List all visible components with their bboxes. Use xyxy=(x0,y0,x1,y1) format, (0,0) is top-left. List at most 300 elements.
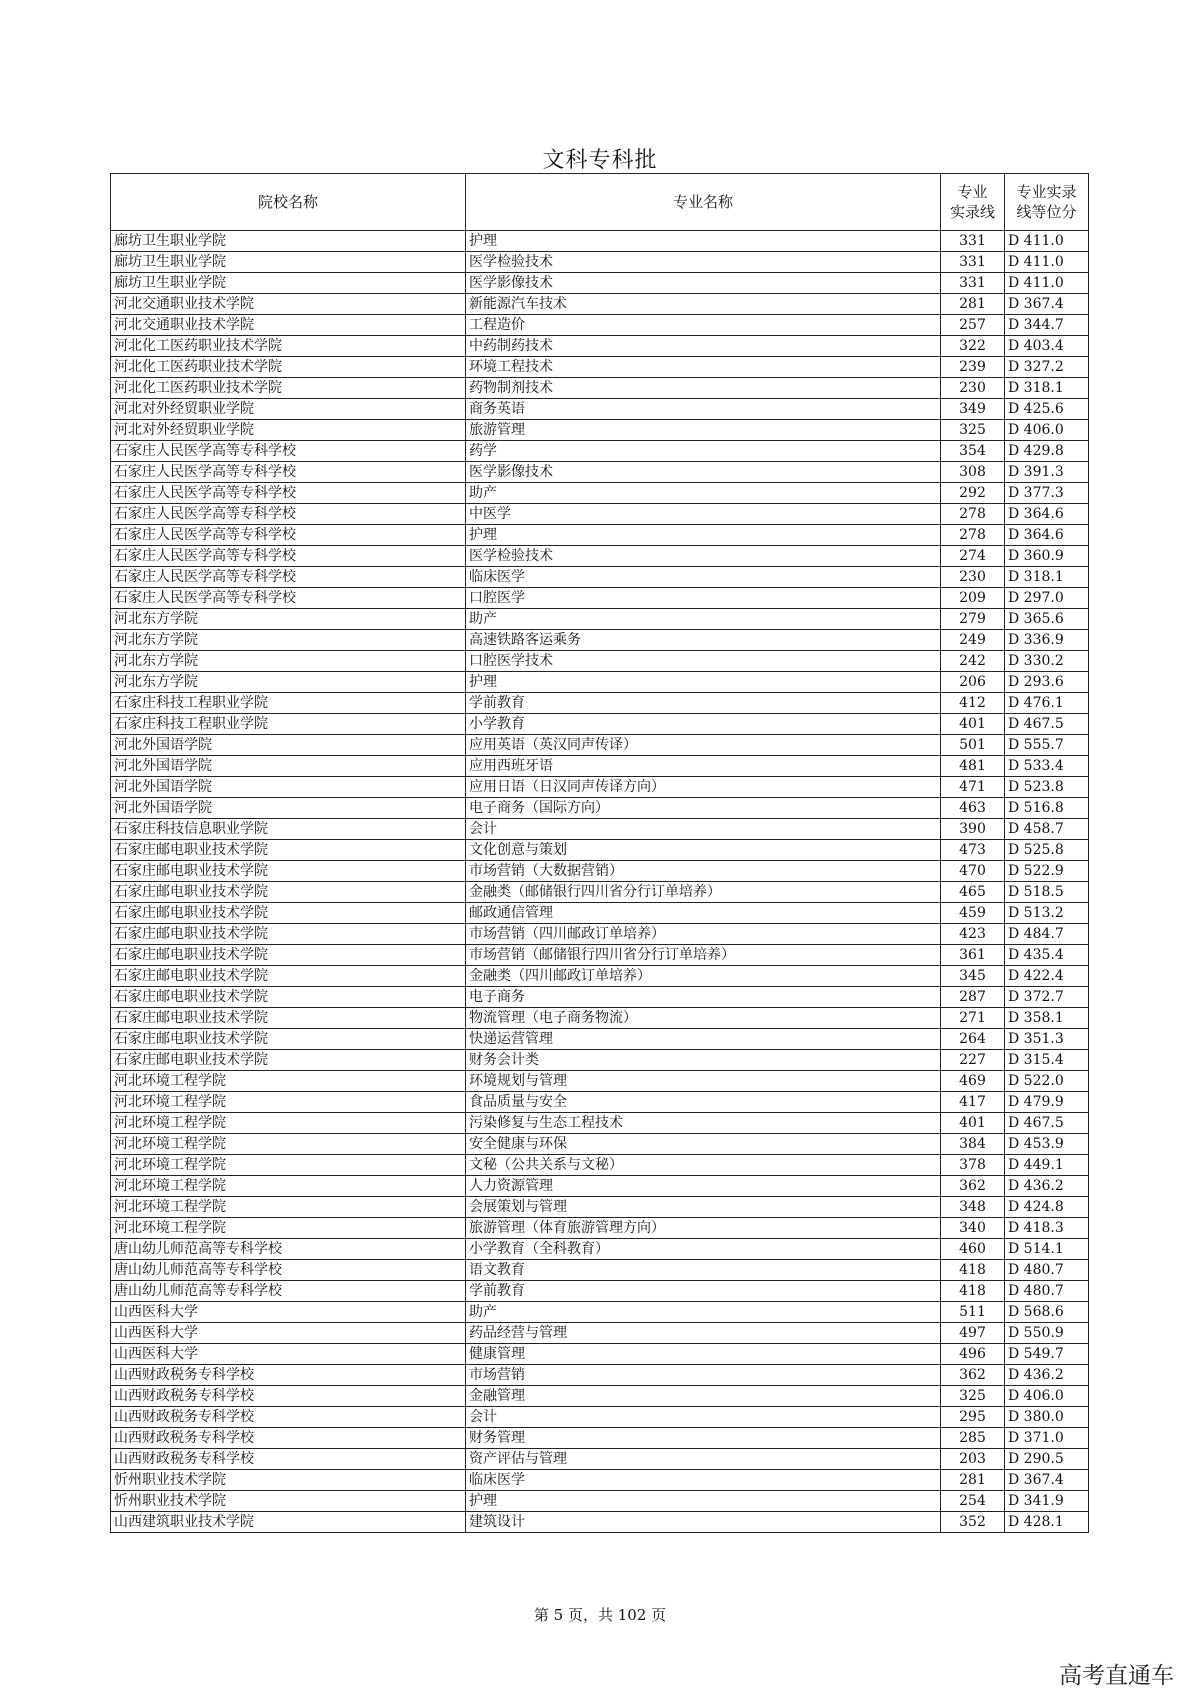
major-cell: 医学检验技术 xyxy=(466,546,941,567)
score-line-cell: 511 xyxy=(941,1302,1005,1323)
score-line-cell: 352 xyxy=(941,1512,1005,1533)
school-cell: 河北环境工程学院 xyxy=(111,1176,466,1197)
school-cell: 河北对外经贸职业学院 xyxy=(111,420,466,441)
score-line-cell: 384 xyxy=(941,1134,1005,1155)
score-line-cell: 242 xyxy=(941,651,1005,672)
rank-cell: D 525.8 xyxy=(1005,840,1089,861)
rank-cell: D 377.3 xyxy=(1005,483,1089,504)
major-cell: 物流管理（电子商务物流） xyxy=(466,1008,941,1029)
score-line-cell: 417 xyxy=(941,1092,1005,1113)
rank-cell: D 365.6 xyxy=(1005,609,1089,630)
score-line-cell: 281 xyxy=(941,294,1005,315)
rank-cell: D 480.7 xyxy=(1005,1260,1089,1281)
rank-cell: D 555.7 xyxy=(1005,735,1089,756)
table-row xyxy=(111,1197,1089,1218)
rank-cell: D 479.9 xyxy=(1005,1092,1089,1113)
table-row xyxy=(111,567,1089,588)
table-row xyxy=(111,735,1089,756)
major-cell: 应用西班牙语 xyxy=(466,756,941,777)
score-line-cell: 264 xyxy=(941,1029,1005,1050)
school-cell: 河北东方学院 xyxy=(111,651,466,672)
major-cell: 临床医学 xyxy=(466,567,941,588)
score-line-cell: 465 xyxy=(941,882,1005,903)
school-cell: 山西财政税务专科学校 xyxy=(111,1407,466,1428)
score-line-cell: 459 xyxy=(941,903,1005,924)
page-number: 第 5 页，共 102 页 xyxy=(533,1606,667,1624)
school-cell: 石家庄邮电职业技术学院 xyxy=(111,1008,466,1029)
table-row xyxy=(111,1029,1089,1050)
school-cell: 山西财政税务专科学校 xyxy=(111,1428,466,1449)
major-cell: 建筑设计 xyxy=(466,1512,941,1533)
table-row xyxy=(111,399,1089,420)
score-line-cell: 362 xyxy=(941,1176,1005,1197)
major-cell: 市场营销（大数据营销） xyxy=(466,861,941,882)
major-cell: 旅游管理（体育旅游管理方向） xyxy=(466,1218,941,1239)
school-cell: 河北化工医药职业技术学院 xyxy=(111,357,466,378)
score-line-cell: 249 xyxy=(941,630,1005,651)
table-row xyxy=(111,252,1089,273)
score-line-cell: 209 xyxy=(941,588,1005,609)
score-line-cell: 279 xyxy=(941,609,1005,630)
score-line-cell: 401 xyxy=(941,1113,1005,1134)
score-line-cell: 292 xyxy=(941,483,1005,504)
rank-cell: D 411.0 xyxy=(1005,231,1089,252)
rank-cell: D 372.7 xyxy=(1005,987,1089,1008)
table-row xyxy=(111,378,1089,399)
major-cell: 环境工程技术 xyxy=(466,357,941,378)
table-row xyxy=(111,315,1089,336)
rank-cell: D 550.9 xyxy=(1005,1323,1089,1344)
school-cell: 石家庄人民医学高等专科学校 xyxy=(111,588,466,609)
school-cell: 忻州职业技术学院 xyxy=(111,1491,466,1512)
rank-cell: D 371.0 xyxy=(1005,1428,1089,1449)
table-row xyxy=(111,1008,1089,1029)
rank-cell: D 476.1 xyxy=(1005,693,1089,714)
table-row xyxy=(111,1365,1089,1386)
major-cell: 助产 xyxy=(466,1302,941,1323)
score-line-cell: 361 xyxy=(941,945,1005,966)
table-row xyxy=(111,1071,1089,1092)
school-cell: 河北外国语学院 xyxy=(111,735,466,756)
score-line-cell: 460 xyxy=(941,1239,1005,1260)
table-row xyxy=(111,525,1089,546)
major-cell: 护理 xyxy=(466,525,941,546)
school-cell: 石家庄人民医学高等专科学校 xyxy=(111,441,466,462)
major-cell: 会计 xyxy=(466,819,941,840)
school-cell: 唐山幼儿师范高等专科学校 xyxy=(111,1260,466,1281)
rank-cell: D 358.1 xyxy=(1005,1008,1089,1029)
major-cell: 财务管理 xyxy=(466,1428,941,1449)
major-cell: 人力资源管理 xyxy=(466,1176,941,1197)
major-cell: 高速铁路客运乘务 xyxy=(466,630,941,651)
table-row xyxy=(111,1512,1089,1533)
school-cell: 河北外国语学院 xyxy=(111,756,466,777)
score-line-cell: 325 xyxy=(941,420,1005,441)
table-row xyxy=(111,1323,1089,1344)
rank-cell: D 518.5 xyxy=(1005,882,1089,903)
school-cell: 石家庄人民医学高等专科学校 xyxy=(111,462,466,483)
table-row xyxy=(111,693,1089,714)
major-cell: 口腔医学技术 xyxy=(466,651,941,672)
score-line-cell: 418 xyxy=(941,1281,1005,1302)
table-row xyxy=(111,756,1089,777)
score-line-cell: 206 xyxy=(941,672,1005,693)
score-line-cell: 423 xyxy=(941,924,1005,945)
major-cell: 语文教育 xyxy=(466,1260,941,1281)
major-cell: 护理 xyxy=(466,231,941,252)
major-cell: 商务英语 xyxy=(466,399,941,420)
rank-cell: D 411.0 xyxy=(1005,252,1089,273)
rank-cell: D 568.6 xyxy=(1005,1302,1089,1323)
table-row xyxy=(111,1113,1089,1134)
rank-cell: D 391.3 xyxy=(1005,462,1089,483)
major-cell: 健康管理 xyxy=(466,1344,941,1365)
major-cell: 小学教育 xyxy=(466,714,941,735)
school-cell: 石家庄邮电职业技术学院 xyxy=(111,840,466,861)
table-row xyxy=(111,630,1089,651)
major-cell: 食品质量与安全 xyxy=(466,1092,941,1113)
major-cell: 医学影像技术 xyxy=(466,273,941,294)
rank-cell: D 436.2 xyxy=(1005,1365,1089,1386)
table-row xyxy=(111,1092,1089,1113)
brand-watermark: 高考直通车 xyxy=(1059,1663,1174,1689)
table-row xyxy=(111,609,1089,630)
rank-cell: D 318.1 xyxy=(1005,378,1089,399)
school-cell: 石家庄邮电职业技术学院 xyxy=(111,861,466,882)
header-rank: 专业实录 线等位分 xyxy=(1005,174,1089,231)
table-row xyxy=(111,1218,1089,1239)
school-cell: 山西医科大学 xyxy=(111,1344,466,1365)
header-score-line: 专业 实录线 xyxy=(941,174,1005,231)
rank-cell: D 418.3 xyxy=(1005,1218,1089,1239)
major-cell: 快递运营管理 xyxy=(466,1029,941,1050)
table-row xyxy=(111,966,1089,987)
major-cell: 财务会计类 xyxy=(466,1050,941,1071)
table-row xyxy=(111,1155,1089,1176)
score-line-cell: 227 xyxy=(941,1050,1005,1071)
rank-cell: D 336.9 xyxy=(1005,630,1089,651)
rank-cell: D 406.0 xyxy=(1005,1386,1089,1407)
school-cell: 河北环境工程学院 xyxy=(111,1092,466,1113)
school-cell: 石家庄邮电职业技术学院 xyxy=(111,882,466,903)
score-line-cell: 271 xyxy=(941,1008,1005,1029)
school-cell: 石家庄邮电职业技术学院 xyxy=(111,945,466,966)
school-cell: 山西财政税务专科学校 xyxy=(111,1386,466,1407)
rank-cell: D 436.2 xyxy=(1005,1176,1089,1197)
school-cell: 石家庄人民医学高等专科学校 xyxy=(111,546,466,567)
rank-cell: D 424.8 xyxy=(1005,1197,1089,1218)
school-cell: 山西建筑职业技术学院 xyxy=(111,1512,466,1533)
score-line-cell: 239 xyxy=(941,357,1005,378)
table-row xyxy=(111,798,1089,819)
score-line-cell: 308 xyxy=(941,462,1005,483)
table-row xyxy=(111,819,1089,840)
school-cell: 石家庄科技工程职业学院 xyxy=(111,693,466,714)
school-cell: 河北东方学院 xyxy=(111,672,466,693)
score-line-cell: 401 xyxy=(941,714,1005,735)
table-row xyxy=(111,1281,1089,1302)
table-row xyxy=(111,1470,1089,1491)
major-cell: 医学检验技术 xyxy=(466,252,941,273)
table-row xyxy=(111,924,1089,945)
score-line-cell: 257 xyxy=(941,315,1005,336)
score-line-cell: 278 xyxy=(941,504,1005,525)
school-cell: 石家庄科技信息职业学院 xyxy=(111,819,466,840)
major-cell: 应用英语（英汉同声传译） xyxy=(466,735,941,756)
rank-cell: D 513.2 xyxy=(1005,903,1089,924)
school-cell: 河北东方学院 xyxy=(111,630,466,651)
score-line-cell: 331 xyxy=(941,252,1005,273)
major-cell: 会展策划与管理 xyxy=(466,1197,941,1218)
major-cell: 医学影像技术 xyxy=(466,462,941,483)
score-line-cell: 203 xyxy=(941,1449,1005,1470)
score-line-cell: 345 xyxy=(941,966,1005,987)
rank-cell: D 480.7 xyxy=(1005,1281,1089,1302)
school-cell: 唐山幼儿师范高等专科学校 xyxy=(111,1239,466,1260)
school-cell: 石家庄人民医学高等专科学校 xyxy=(111,504,466,525)
major-cell: 药品经营与管理 xyxy=(466,1323,941,1344)
school-cell: 忻州职业技术学院 xyxy=(111,1470,466,1491)
rank-cell: D 522.0 xyxy=(1005,1071,1089,1092)
school-cell: 河北环境工程学院 xyxy=(111,1218,466,1239)
rank-cell: D 318.1 xyxy=(1005,567,1089,588)
school-cell: 河北环境工程学院 xyxy=(111,1113,466,1134)
table-row xyxy=(111,840,1089,861)
table-row xyxy=(111,945,1089,966)
school-cell: 山西财政税务专科学校 xyxy=(111,1365,466,1386)
rank-cell: D 549.7 xyxy=(1005,1344,1089,1365)
score-line-cell: 274 xyxy=(941,546,1005,567)
major-cell: 药学 xyxy=(466,441,941,462)
rank-cell: D 367.4 xyxy=(1005,294,1089,315)
rank-cell: D 411.0 xyxy=(1005,273,1089,294)
table-header-row xyxy=(111,174,1089,231)
rank-cell: D 533.4 xyxy=(1005,756,1089,777)
score-line-cell: 295 xyxy=(941,1407,1005,1428)
school-cell: 唐山幼儿师范高等专科学校 xyxy=(111,1281,466,1302)
score-line-cell: 501 xyxy=(941,735,1005,756)
rank-cell: D 422.4 xyxy=(1005,966,1089,987)
major-cell: 助产 xyxy=(466,483,941,504)
score-line-cell: 418 xyxy=(941,1260,1005,1281)
score-line-cell: 348 xyxy=(941,1197,1005,1218)
table-row xyxy=(111,1449,1089,1470)
rank-cell: D 364.6 xyxy=(1005,504,1089,525)
table-row xyxy=(111,1134,1089,1155)
rank-cell: D 522.9 xyxy=(1005,861,1089,882)
table-row xyxy=(111,420,1089,441)
major-cell: 临床医学 xyxy=(466,1470,941,1491)
major-cell: 学前教育 xyxy=(466,1281,941,1302)
major-cell: 污染修复与生态工程技术 xyxy=(466,1113,941,1134)
school-cell: 石家庄人民医学高等专科学校 xyxy=(111,567,466,588)
table-row xyxy=(111,714,1089,735)
table-row xyxy=(111,903,1089,924)
score-line-cell: 471 xyxy=(941,777,1005,798)
rank-cell: D 360.9 xyxy=(1005,546,1089,567)
school-cell: 河北环境工程学院 xyxy=(111,1197,466,1218)
major-cell: 邮政通信管理 xyxy=(466,903,941,924)
score-line-cell: 354 xyxy=(941,441,1005,462)
table-row xyxy=(111,1260,1089,1281)
score-line-cell: 325 xyxy=(941,1386,1005,1407)
school-cell: 河北环境工程学院 xyxy=(111,1155,466,1176)
table-row xyxy=(111,987,1089,1008)
rank-cell: D 290.5 xyxy=(1005,1449,1089,1470)
table-row xyxy=(111,1176,1089,1197)
score-line-cell: 331 xyxy=(941,231,1005,252)
school-cell: 石家庄邮电职业技术学院 xyxy=(111,966,466,987)
major-cell: 会计 xyxy=(466,1407,941,1428)
major-cell: 应用日语（日汉同声传译方向） xyxy=(466,777,941,798)
rank-cell: D 428.1 xyxy=(1005,1512,1089,1533)
table-row xyxy=(111,231,1089,252)
table-row xyxy=(111,672,1089,693)
score-line-cell: 230 xyxy=(941,567,1005,588)
score-line-cell: 285 xyxy=(941,1428,1005,1449)
table-row xyxy=(111,861,1089,882)
table-row xyxy=(111,504,1089,525)
score-line-cell: 470 xyxy=(941,861,1005,882)
major-cell: 市场营销（四川邮政订单培养） xyxy=(466,924,941,945)
rank-cell: D 449.1 xyxy=(1005,1155,1089,1176)
school-cell: 石家庄人民医学高等专科学校 xyxy=(111,483,466,504)
major-cell: 学前教育 xyxy=(466,693,941,714)
school-cell: 河北外国语学院 xyxy=(111,798,466,819)
table-row xyxy=(111,1386,1089,1407)
major-cell: 文秘（公共关系与文秘） xyxy=(466,1155,941,1176)
score-line-cell: 287 xyxy=(941,987,1005,1008)
table-row xyxy=(111,294,1089,315)
table-row xyxy=(111,1050,1089,1071)
rank-cell: D 429.8 xyxy=(1005,441,1089,462)
rank-cell: D 403.4 xyxy=(1005,336,1089,357)
table-body xyxy=(111,231,1089,1533)
school-cell: 廊坊卫生职业学院 xyxy=(111,252,466,273)
school-cell: 山西医科大学 xyxy=(111,1302,466,1323)
major-cell: 护理 xyxy=(466,1491,941,1512)
table-row xyxy=(111,1239,1089,1260)
rank-cell: D 367.4 xyxy=(1005,1470,1089,1491)
rank-cell: D 364.6 xyxy=(1005,525,1089,546)
major-cell: 金融类（四川邮政订单培养） xyxy=(466,966,941,987)
major-cell: 药物制剂技术 xyxy=(466,378,941,399)
major-cell: 工程造价 xyxy=(466,315,941,336)
major-cell: 口腔医学 xyxy=(466,588,941,609)
school-cell: 河北化工医药职业技术学院 xyxy=(111,336,466,357)
score-line-cell: 497 xyxy=(941,1323,1005,1344)
school-cell: 河北环境工程学院 xyxy=(111,1071,466,1092)
major-cell: 电子商务（国际方向） xyxy=(466,798,941,819)
school-cell: 石家庄邮电职业技术学院 xyxy=(111,987,466,1008)
rank-cell: D 484.7 xyxy=(1005,924,1089,945)
score-line-cell: 473 xyxy=(941,840,1005,861)
school-cell: 山西财政税务专科学校 xyxy=(111,1449,466,1470)
major-cell: 电子商务 xyxy=(466,987,941,1008)
table-row xyxy=(111,357,1089,378)
major-cell: 金融类（邮储银行四川省分行订单培养） xyxy=(466,882,941,903)
major-cell: 中药制药技术 xyxy=(466,336,941,357)
table-row xyxy=(111,441,1089,462)
rank-cell: D 330.2 xyxy=(1005,651,1089,672)
score-line-cell: 331 xyxy=(941,273,1005,294)
major-cell: 资产评估与管理 xyxy=(466,1449,941,1470)
rank-cell: D 351.3 xyxy=(1005,1029,1089,1050)
rank-cell: D 514.1 xyxy=(1005,1239,1089,1260)
school-cell: 廊坊卫生职业学院 xyxy=(111,273,466,294)
rank-cell: D 467.5 xyxy=(1005,1113,1089,1134)
rank-cell: D 453.9 xyxy=(1005,1134,1089,1155)
score-line-cell: 254 xyxy=(941,1491,1005,1512)
school-cell: 石家庄邮电职业技术学院 xyxy=(111,903,466,924)
major-cell: 环境规划与管理 xyxy=(466,1071,941,1092)
rank-cell: D 344.7 xyxy=(1005,315,1089,336)
school-cell: 石家庄邮电职业技术学院 xyxy=(111,1050,466,1071)
major-cell: 旅游管理 xyxy=(466,420,941,441)
score-line-cell: 463 xyxy=(941,798,1005,819)
score-line-cell: 469 xyxy=(941,1071,1005,1092)
rank-cell: D 523.8 xyxy=(1005,777,1089,798)
rank-cell: D 458.7 xyxy=(1005,819,1089,840)
table-row xyxy=(111,273,1089,294)
school-cell: 河北东方学院 xyxy=(111,609,466,630)
score-line-cell: 230 xyxy=(941,378,1005,399)
school-cell: 廊坊卫生职业学院 xyxy=(111,231,466,252)
rank-cell: D 315.4 xyxy=(1005,1050,1089,1071)
table-row xyxy=(111,1407,1089,1428)
school-cell: 河北交通职业技术学院 xyxy=(111,315,466,336)
major-cell: 市场营销 xyxy=(466,1365,941,1386)
rank-cell: D 425.6 xyxy=(1005,399,1089,420)
school-cell: 山西医科大学 xyxy=(111,1323,466,1344)
score-line-cell: 390 xyxy=(941,819,1005,840)
table-row xyxy=(111,336,1089,357)
table-row xyxy=(111,588,1089,609)
major-cell: 文化创意与策划 xyxy=(466,840,941,861)
score-line-cell: 481 xyxy=(941,756,1005,777)
score-line-cell: 281 xyxy=(941,1470,1005,1491)
rank-cell: D 516.8 xyxy=(1005,798,1089,819)
score-line-cell: 412 xyxy=(941,693,1005,714)
score-line-cell: 362 xyxy=(941,1365,1005,1386)
rank-cell: D 380.0 xyxy=(1005,1407,1089,1428)
rank-cell: D 293.6 xyxy=(1005,672,1089,693)
major-cell: 中医学 xyxy=(466,504,941,525)
rank-cell: D 297.0 xyxy=(1005,588,1089,609)
major-cell: 护理 xyxy=(466,672,941,693)
school-cell: 石家庄科技工程职业学院 xyxy=(111,714,466,735)
header-school: 院校名称 xyxy=(111,174,466,231)
table-row xyxy=(111,546,1089,567)
table-row xyxy=(111,651,1089,672)
table-row xyxy=(111,882,1089,903)
rank-cell: D 327.2 xyxy=(1005,357,1089,378)
header-major: 专业名称 xyxy=(466,174,941,231)
admission-score-table xyxy=(110,173,1089,1533)
score-line-cell: 322 xyxy=(941,336,1005,357)
table-row xyxy=(111,1344,1089,1365)
table-row xyxy=(111,1428,1089,1449)
school-cell: 河北外国语学院 xyxy=(111,777,466,798)
score-line-cell: 349 xyxy=(941,399,1005,420)
school-cell: 石家庄邮电职业技术学院 xyxy=(111,924,466,945)
score-line-cell: 278 xyxy=(941,525,1005,546)
school-cell: 河北化工医药职业技术学院 xyxy=(111,378,466,399)
table-row xyxy=(111,1302,1089,1323)
rank-cell: D 341.9 xyxy=(1005,1491,1089,1512)
score-line-cell: 496 xyxy=(941,1344,1005,1365)
rank-cell: D 435.4 xyxy=(1005,945,1089,966)
